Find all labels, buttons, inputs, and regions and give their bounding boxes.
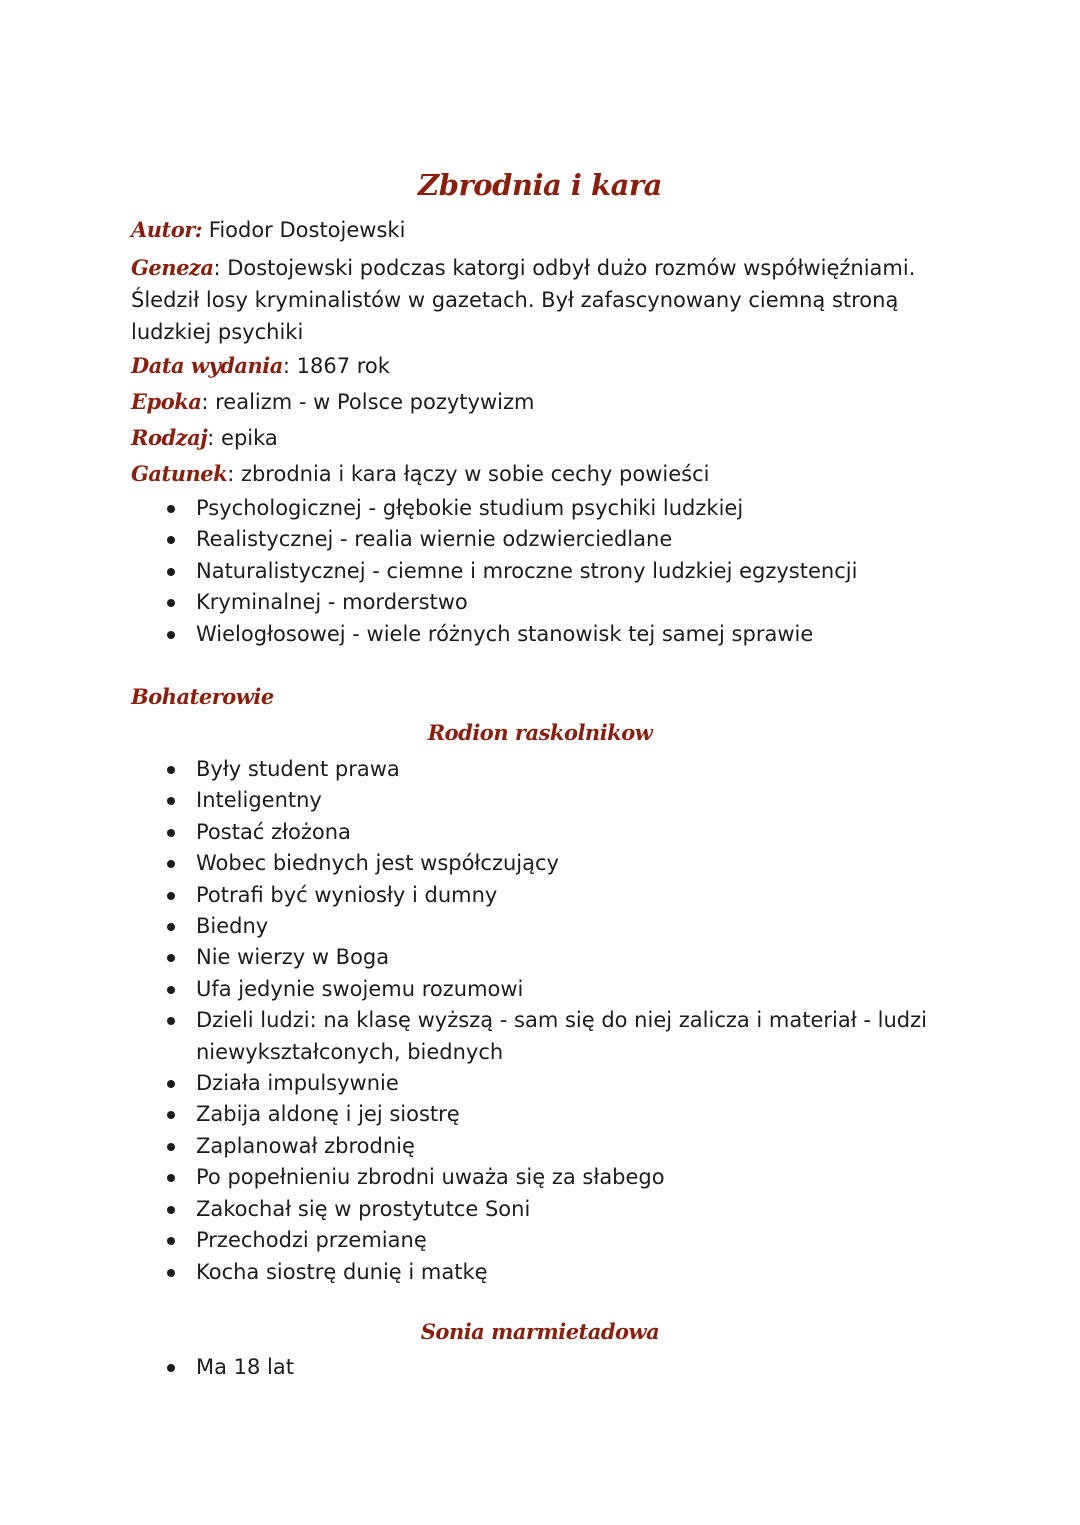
bullet-icon <box>167 1269 175 1277</box>
subheading-sonia: Sonia marmietadowa <box>420 1319 660 1344</box>
field-data-wydania <box>131 350 931 382</box>
list-item <box>164 1068 944 1099</box>
list-item-text: Biedny <box>196 914 269 939</box>
bullet-icon <box>167 1111 175 1119</box>
bullet-icon <box>167 1237 175 1245</box>
bullet-icon <box>167 1174 175 1182</box>
rodion-traits-list <box>164 754 944 1288</box>
field-autor-label: Autor: <box>131 217 203 242</box>
list-item-text: Psychologicznej - głębokie studium psychiki ludzkiej <box>196 496 744 520</box>
list-item-text: Zaplanował zbrodnię <box>196 1133 415 1158</box>
field-data-wydania-value: : 1867 rok <box>282 354 390 378</box>
list-item-text: Po popełnieniu zbrodni uważa się za słabego <box>196 1165 665 1190</box>
list-item-text: Zakochał się w prostytutce Soni <box>196 1196 531 1221</box>
subheading-rodion: Rodion raskolnikow <box>427 720 653 745</box>
field-geneza-label: Geneza <box>131 255 214 280</box>
field-gatunek <box>131 458 931 490</box>
list-item <box>164 974 944 1005</box>
list-item-text: Realistycznej - realia wiernie odzwierciedlane <box>196 527 673 552</box>
bullet-icon <box>167 860 175 868</box>
list-item-text: Były student prawa <box>196 757 400 781</box>
list-item <box>164 587 944 618</box>
list-item-text: Ma 18 lat <box>196 1355 294 1379</box>
list-item <box>164 911 944 942</box>
bullet-icon <box>167 568 175 576</box>
list-item-text: Wobec biednych jest współczujący <box>196 851 559 876</box>
list-item <box>164 817 944 848</box>
list-item <box>164 754 944 785</box>
list-item-text: Naturalistycznej - ciemne i mroczne strony ludzkiej egzystencji <box>196 558 858 583</box>
list-item <box>164 1352 944 1383</box>
list-item <box>164 942 944 973</box>
field-rodzaj <box>131 422 931 454</box>
field-geneza <box>131 252 921 348</box>
bullet-icon <box>167 1364 175 1372</box>
list-item <box>164 785 944 816</box>
bullet-icon <box>167 1206 175 1214</box>
list-item <box>164 848 944 879</box>
list-item-text: Inteligentny <box>196 788 322 813</box>
bullet-icon <box>167 1080 175 1088</box>
list-item <box>164 524 944 555</box>
sonia-traits-list <box>164 1352 944 1383</box>
bullet-icon <box>167 505 175 513</box>
list-item-text: Wielogłosowej - wiele różnych stanowisk tej samej sprawie <box>196 621 814 646</box>
list-item-text: Dzieli ludzi: na klasę wyższą - sam się do niej zalicza i materiał - ludzi niewykształconych, biednych <box>196 1008 927 1064</box>
bullet-icon <box>167 1017 175 1025</box>
field-autor-value: Fiodor Dostojewski <box>202 218 406 242</box>
list-item-text: Działa impulsywnie <box>196 1071 399 1096</box>
bullet-icon <box>167 599 175 607</box>
field-rodzaj-value: : epika <box>207 426 278 450</box>
list-item <box>164 1194 944 1225</box>
field-epoka <box>131 386 931 418</box>
bullet-icon <box>167 892 175 900</box>
bullet-icon <box>167 986 175 994</box>
list-item-text: Przechodzi przemianę <box>196 1228 427 1253</box>
bullet-icon <box>167 631 175 639</box>
list-item-text: Ufa jedynie swojemu rozumowi <box>196 976 524 1001</box>
list-item-text: Potrafi być wyniosły i dumny <box>196 882 498 907</box>
list-item <box>164 1005 944 1068</box>
list-item <box>164 619 944 650</box>
field-rodzaj-label: Rodzaj <box>131 425 208 450</box>
list-item-text: Zabija aldonę i jej siostrę <box>196 1102 460 1127</box>
list-item <box>164 880 944 911</box>
bullet-icon <box>167 923 175 931</box>
list-item-text: Nie wierzy w Boga <box>196 945 390 970</box>
bullet-icon <box>167 766 175 774</box>
gatunek-list <box>164 493 944 650</box>
field-epoka-label: Epoka <box>131 389 202 414</box>
list-item <box>164 1257 944 1288</box>
field-autor <box>131 214 931 246</box>
list-item-text: Postać złożona <box>196 819 351 844</box>
bullet-icon <box>167 1143 175 1151</box>
field-gatunek-value: : zbrodnia i kara łączy w sobie cechy powieści <box>227 462 710 486</box>
bullet-icon <box>167 797 175 805</box>
list-item <box>164 1099 944 1130</box>
section-heading-bohaterowie: Bohaterowie <box>131 684 274 709</box>
list-item-text: Kryminalnej - morderstwo <box>196 590 468 615</box>
list-item <box>164 556 944 587</box>
field-epoka-value: : realizm - w Polsce pozytywizm <box>201 390 535 414</box>
bullet-icon <box>167 829 175 837</box>
bullet-icon <box>167 536 175 544</box>
list-item-text: Kocha siostrę dunię i matkę <box>196 1259 488 1284</box>
list-item <box>164 1131 944 1162</box>
list-item <box>164 1162 944 1193</box>
field-geneza-value: : Dostojewski podczas katorgi odbył dużo rozmów współwięźniami. Śledził losy kryminalistów w gazetach. Był zafascynowany ciemną stroną ludzkiej psychiki <box>131 256 916 344</box>
page-title: Zbrodnia i kara <box>418 168 662 202</box>
bullet-icon <box>167 954 175 962</box>
field-gatunek-label: Gatunek <box>131 461 228 486</box>
field-data-wydania-label: Data wydania <box>131 353 283 378</box>
list-item <box>164 1225 944 1256</box>
list-item <box>164 493 944 524</box>
